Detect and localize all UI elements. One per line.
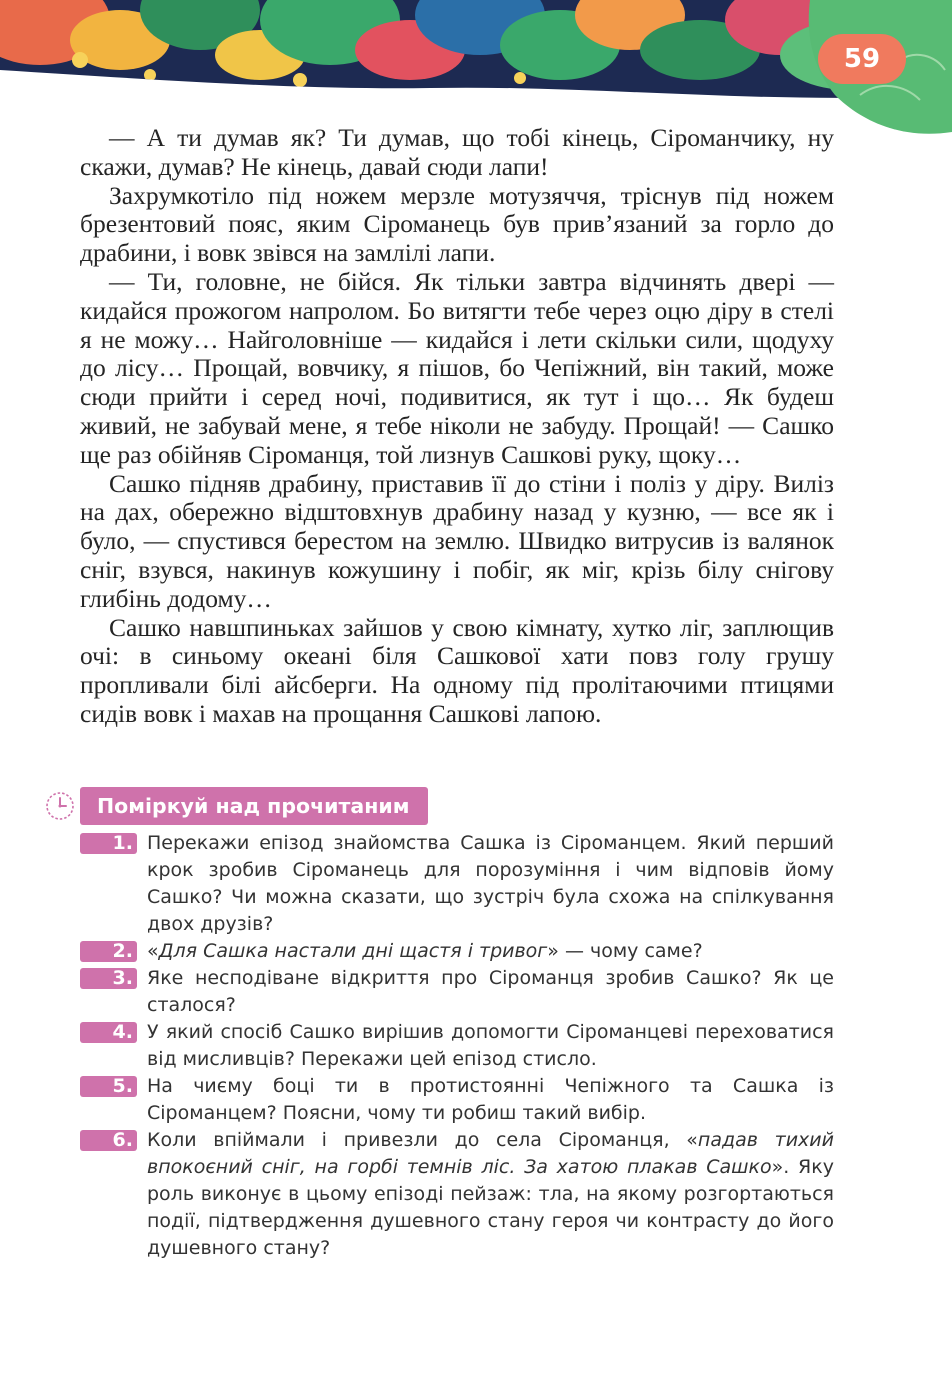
question-text-part: У який спосіб Сашко вирішив допомогти Сіроманцеві переховатися від мисливців? Перекажи цей епізод стисло. [147, 1021, 834, 1070]
question-text-part: « [147, 940, 159, 962]
question-item [80, 965, 834, 1019]
question-number-badge: 6. [80, 1130, 137, 1151]
question-text [147, 1073, 834, 1127]
question-text [147, 830, 834, 938]
question-text [147, 965, 834, 1019]
question-item [80, 1019, 834, 1073]
question-text [147, 1127, 834, 1262]
question-text-part: » — чому саме? [547, 940, 703, 962]
questions-list [80, 830, 834, 1262]
question-text-part: ». Яку роль виконує в цьому епізоді пейзаж: тла, на якому розгортаються події, підтвердження душевного стану героя чи контрасту до його душевного стану? [147, 1156, 834, 1259]
question-text [147, 938, 834, 965]
story-paragraph: Сашко навшпиньках зайшов у свою кімнату, хутко ліг, заплющив очі: в синьому океані біля Сашкової хати повз голу грушу пропливали білі айсберги. На одному під пролітаючими птицями сидів вовк і махав на прощання Сашкові лапою. [80, 612, 834, 728]
question-text-part: Коли впіймали і привезли до села Сіроманця, « [147, 1129, 698, 1151]
question-item [80, 830, 834, 938]
question-quote: Для Сашка настали дні щастя і тривог [158, 940, 548, 962]
question-text-part: Яке несподіване відкриття про Сіроманця зробив Сашко? Як це сталося? [147, 967, 834, 1016]
story-paragraph: — А ти думав як? Ти думав, що тобі кінець, Сіроманчику, ну скажи, думав? Не кінець, давай сюди лапи! [80, 123, 834, 181]
question-item [80, 938, 834, 965]
floral-header-illustration [0, 0, 952, 140]
story-paragraph: Захрумкотіло під ножем мерзле мотузяччя, тріснув під ножем брезентовий пояс, яким Сіроманець був прив’язаний за горло до драбини, і вовк звівся на замлілі лапи. [80, 180, 834, 268]
question-text-part: На чиєму боці ти в протистоянні Чепіжного та Сашка із Сіроманцем? Поясни, чому ти робиш такий вибір. [147, 1075, 834, 1124]
clock-icon [44, 790, 76, 822]
question-number-badge: 1. [80, 833, 137, 854]
question-number-badge: 2. [80, 941, 137, 962]
question-text-part: Перекажи епізод знайомства Сашка із Сіроманцем. Який перший крок зробив Сіроманець для порозуміння і чим відповів йому Сашко? Чи можна сказати, що зустріч була схожа на спілкування двох друзів? [147, 832, 834, 935]
question-number-badge: 3. [80, 968, 137, 989]
question-quote: падав тихий впокоєний сніг, на горбі темнів ліс. За хатою плакав Сашко [147, 1129, 834, 1178]
question-text [147, 1019, 834, 1073]
question-number-badge: 4. [80, 1022, 137, 1043]
story-paragraph: Сашко підняв драбину, приставив її до стіни і поліз у діру. Виліз на дах, обережно відштовхнув драбину назад у кузню, — все як і було, — спустився берестом на землю. Швидко витрусив із валянок сніг, взувся, накинув кожушину і побіг, як міг, крізь білу снігову глибінь додому… [80, 468, 834, 613]
story-text [80, 124, 834, 729]
story-paragraph: — Ти, головне, не бійся. Як тільки завтра відчинять двері — кидайся прожогом напролом. Бо витягти тебе через оцю діру в стелі я не можу… Найголовніше — кидайся і лети скільки сили, щодуху до лісу… Прощай, вовчику, я пішов, бо Чепіжний, він такий, може сюди прийти і серед ночі, подивитися, як тут і що… Як будеш живий, не забувай мене, я тебе ніколи не забуду. Прощай! — Сашко ще раз обійняв Сіроманця, той лизнув Сашкові руку, щоку… [80, 266, 834, 469]
question-item [80, 1127, 834, 1262]
section-title: Поміркуй над прочитаним [80, 787, 428, 825]
page-number: 59 [818, 34, 906, 84]
question-item [80, 1073, 834, 1127]
question-number-badge: 5. [80, 1076, 137, 1097]
